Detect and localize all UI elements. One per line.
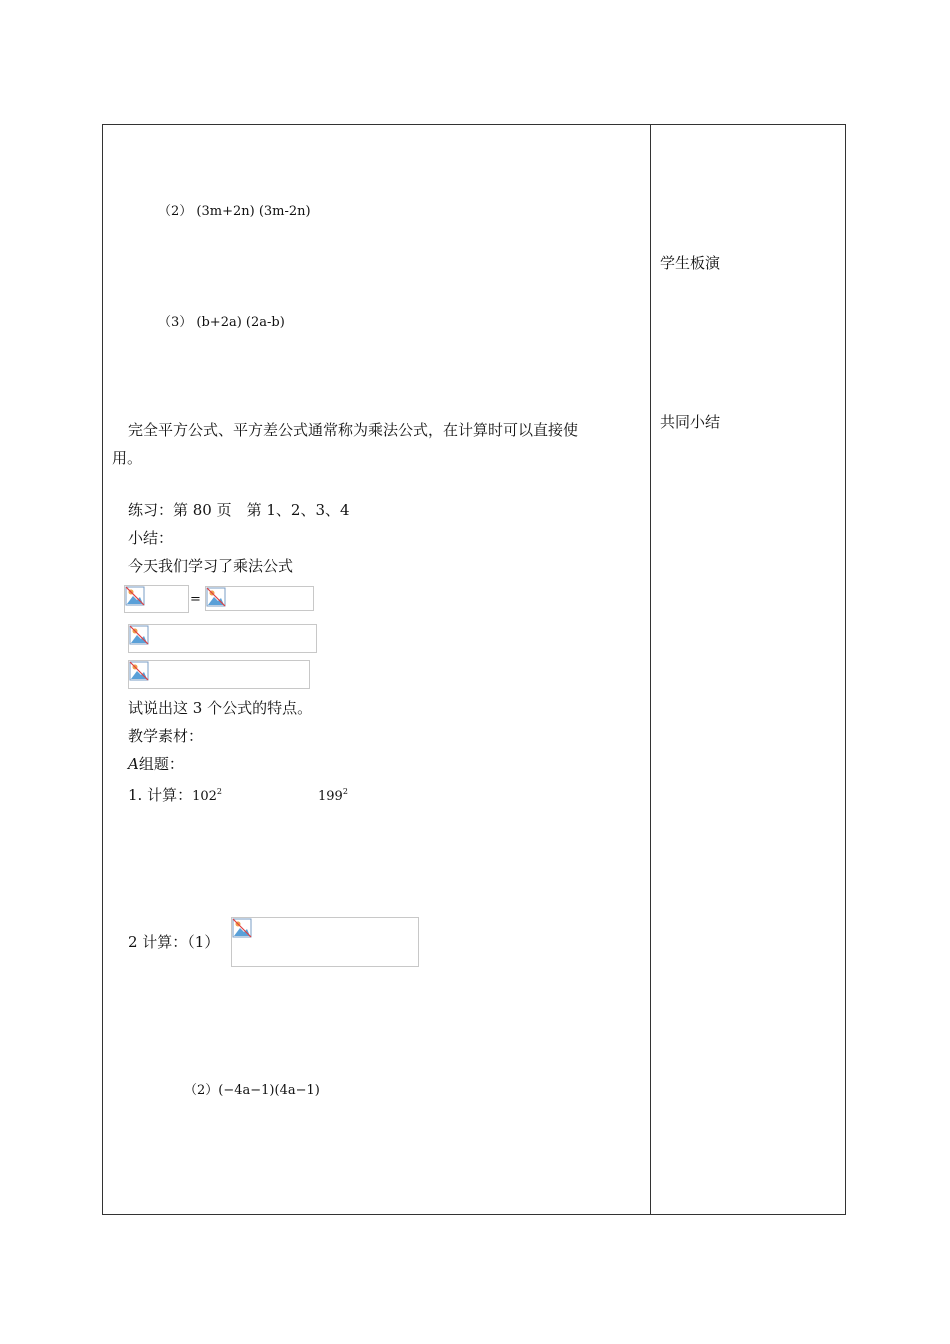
calc-1	[128, 786, 222, 806]
summary-text: 今天我们学习了乘法公式	[128, 557, 294, 575]
formula-image-1b	[205, 586, 314, 611]
formula-image-2	[128, 624, 317, 653]
question-line: 试说出这 3 个公式的特点。	[128, 699, 313, 717]
broken-image-icon	[125, 586, 145, 606]
group-label	[128, 755, 184, 773]
calc-2-prefix: 2 计算：（1）	[128, 933, 220, 951]
exercise-item-3: （3） (b+2a) (2a-b)	[158, 315, 285, 330]
formula-image-1a	[124, 585, 189, 613]
calc-1-prefix: 1. 计算：	[128, 786, 193, 804]
exercise-item-2: （2） (3m+2n) (3m-2n)	[158, 204, 311, 219]
broken-image-icon	[232, 918, 252, 938]
note-joint-summary: 共同小结	[660, 413, 721, 431]
formula-image-3	[128, 660, 310, 689]
broken-image-icon	[206, 587, 226, 607]
equals-sign: =	[190, 592, 201, 607]
group-suffix: 组题：	[138, 755, 184, 773]
column-divider	[650, 124, 651, 1215]
note-student-board: 学生板演	[660, 254, 721, 272]
calc-2-item-2: （2）(−4a−1)(4a−1)	[184, 1083, 320, 1098]
formula-image-4	[231, 917, 419, 967]
materials-label: 教学素材：	[128, 727, 204, 745]
calc-1-a: $102^2$	[192, 787, 223, 804]
practice-line: 练习：第 80 页 第 1、2、3、4	[128, 501, 350, 519]
paragraph-line-1: 完全平方公式、平方差公式通常称为乘法公式，在计算时可以直接使	[128, 421, 579, 439]
paragraph-line-2: 用。	[112, 449, 143, 467]
broken-image-icon	[129, 661, 149, 681]
calc-1-b: $199^2$	[318, 787, 348, 804]
summary-label: 小结：	[128, 529, 174, 547]
broken-image-icon	[129, 625, 149, 645]
group-letter: A	[128, 755, 139, 773]
